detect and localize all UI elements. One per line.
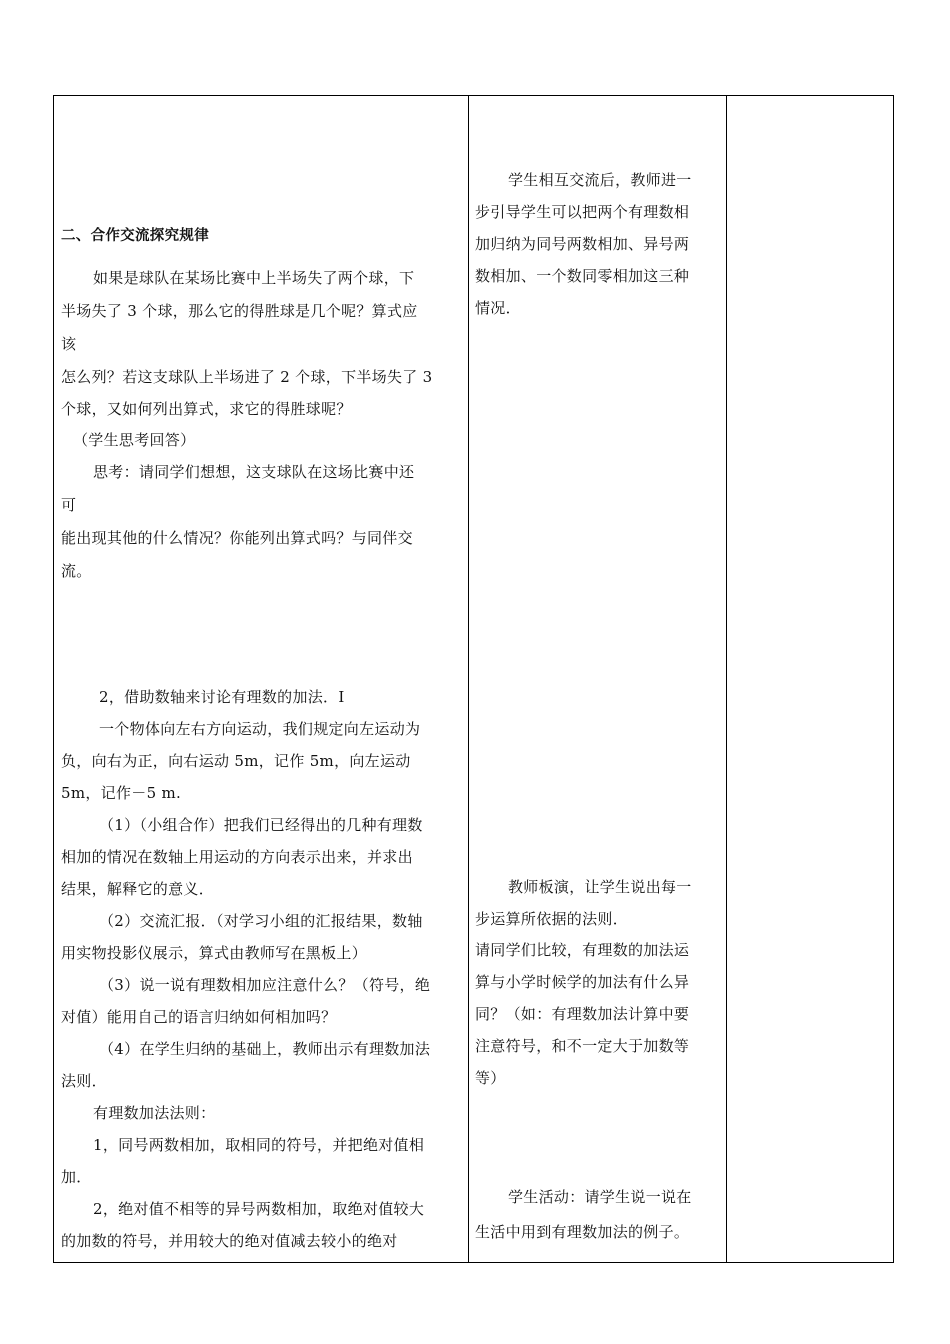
text-line: 该	[61, 335, 77, 353]
student-activity-column	[475, 96, 719, 1262]
text-line: 负，向右为正，向右运动 5m，记作 5m，向左运动	[61, 752, 411, 770]
text-line: 注意符号，和不一定大于加数等	[475, 1037, 690, 1055]
text-line: 1，同号两数相加，取相同的符号，并把绝对值相	[93, 1136, 425, 1154]
text-line: 对值）能用自己的语言归纳如何相加吗？	[61, 1008, 337, 1026]
text-line: （4）在学生归纳的基础上，教师出示有理数加法	[99, 1040, 431, 1058]
text-line: 可	[61, 496, 77, 514]
text-line: （3）说一说有理数相加应注意什么？（符号，绝	[99, 976, 431, 994]
text-line: 2，借助数轴来讨论有理数的加法．I	[99, 688, 345, 706]
text-line: （1）（小组合作）把我们已经得出的几种有理数	[99, 816, 423, 834]
text-line: 流。	[61, 562, 92, 580]
text-line: 2，绝对值不相等的异号两数相加，取绝对值较大	[93, 1200, 425, 1218]
text-line: 如果是球队在某场比赛中上半场失了两个球，下	[93, 269, 415, 287]
text-line: 能出现其他的什么情况？你能列出算式吗？与同伴交	[61, 529, 413, 547]
text-line: 法则．	[61, 1072, 107, 1090]
text-line: 算与小学时候学的加法有什么异	[475, 973, 690, 991]
text-line: 加．	[61, 1168, 92, 1186]
text-line: 半场失了 3 个球，那么它的得胜球是几个呢？算式应	[61, 302, 418, 320]
column-divider	[468, 96, 469, 1262]
section-heading: 二、合作交流探究规律	[61, 228, 209, 244]
text-line: 的加数的符号，并用较大的绝对值减去较小的绝对	[61, 1232, 398, 1250]
text-line: 步引导学生可以把两个有理数相	[475, 203, 690, 221]
text-line: 有理数加法法则：	[93, 1104, 216, 1122]
text-line: 数相加、一个数同零相加这三种	[475, 267, 690, 285]
column-divider	[726, 96, 727, 1262]
text-line: 思考：请同学们想想，这支球队在这场比赛中还	[93, 463, 415, 481]
text-line: 学生相互交流后，教师进一	[508, 171, 692, 189]
text-line: 怎么列？若这支球队上半场进了 2 个球，下半场失了 3	[61, 368, 433, 386]
text-line: 生活中用到有理数加法的例子。	[475, 1223, 690, 1241]
lesson-table	[53, 95, 894, 1263]
text-line: 5m，记作－5 m.	[61, 784, 182, 802]
text-line: （2）交流汇报．（对学习小组的汇报结果，数轴	[99, 912, 423, 930]
text-line: 一个物体向左右方向运动，我们规定向左运动为	[99, 720, 421, 738]
teaching-content-column	[61, 96, 459, 1262]
text-line: 请同学们比较，有理数的加法运	[475, 941, 690, 959]
text-line: 同？（如：有理数加法计算中要	[475, 1005, 690, 1023]
notes-column	[729, 96, 889, 1262]
text-line: 个球，又如何列出算式，求它的得胜球呢？	[61, 400, 352, 418]
text-line: 相加的情况在数轴上用运动的方向表示出来，并求出	[61, 848, 413, 866]
text-line: 教师板演，让学生说出每一	[508, 878, 692, 896]
text-line: 情况．	[475, 299, 521, 317]
text-line: （学生思考回答）	[73, 431, 196, 449]
text-line: 用实物投影仪展示，算式由教师写在黑板上）	[61, 944, 368, 962]
text-line: 等）	[475, 1069, 506, 1087]
text-line: 结果，解释它的意义．	[61, 880, 215, 898]
text-line: 加归纳为同号两数相加、异号两	[475, 235, 690, 253]
text-line: 学生活动：请学生说一说在	[508, 1188, 692, 1206]
text-line: 步运算所依据的法则．	[475, 910, 629, 928]
